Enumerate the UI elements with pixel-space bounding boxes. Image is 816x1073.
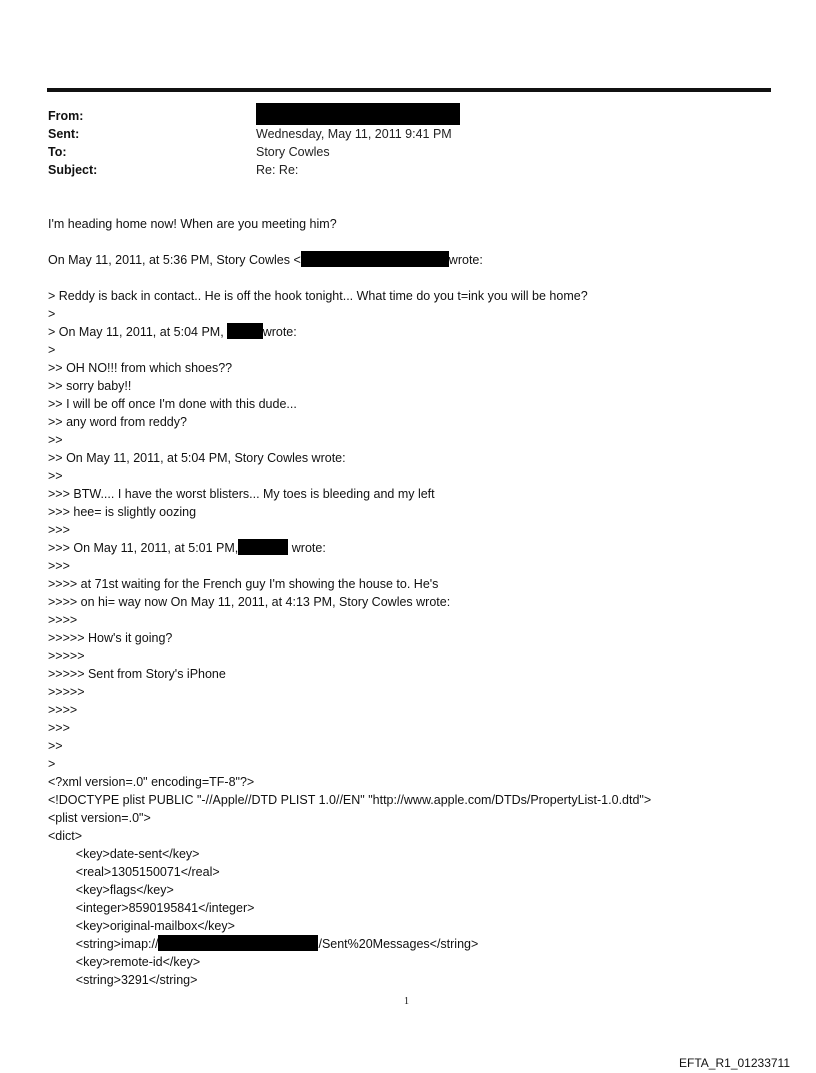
body-line: >>>>> How's it going?: [48, 631, 173, 645]
body-line: <integer>8590195841</integer>: [48, 901, 255, 915]
body-line: <key>date-sent</key>: [48, 847, 200, 861]
body-line: <string>imap:// /Sent%20Messages</string>: [48, 937, 479, 951]
body-line: >>> BTW.... I have the worst blisters... My toes is bleeding and my left: [48, 487, 435, 501]
document-id: EFTA_R1_01233711: [679, 1056, 790, 1070]
to-value: Story Cowles: [256, 145, 330, 159]
body-line: >> sorry baby!!: [48, 379, 132, 393]
body-line: <plist version=.0">: [48, 811, 151, 825]
body-line: >>>> on hi= way now On May 11, 2011, at 4:13 PM, Story Cowles wrote:: [48, 595, 451, 609]
page-number: 1: [404, 996, 409, 1007]
body-line: >>>>: [48, 613, 78, 627]
body-line: >: [48, 307, 56, 321]
to-label: To:: [48, 145, 67, 159]
body-line: <key>flags</key>: [48, 883, 174, 897]
body-line: >>>>: [48, 703, 78, 717]
body-line: >>> hee= is slightly oozing: [48, 505, 197, 519]
redaction: [227, 323, 263, 339]
body-line: <key>remote-id</key>: [48, 955, 201, 969]
body-line: >> OH NO!!! from which shoes??: [48, 361, 233, 375]
subject-value: Re: Re:: [256, 163, 299, 177]
body-line: <key>original-mailbox</key>: [48, 919, 235, 933]
redaction: [238, 539, 288, 555]
header-rule: [47, 88, 771, 92]
body-line: >>> On May 11, 2011, at 5:01 PM, wrote:: [48, 541, 326, 555]
body-line: >>>>>: [48, 685, 85, 699]
body-line: >: [48, 757, 56, 771]
body-line: > On May 11, 2011, at 5:04 PM, wrote:: [48, 325, 297, 339]
body-line: >: [48, 343, 56, 357]
from-label: From:: [48, 109, 84, 123]
body-line: <dict>: [48, 829, 83, 843]
body-line: >>: [48, 469, 63, 483]
redaction: [301, 251, 449, 267]
subject-label: Subject:: [48, 163, 98, 177]
body-line: >> On May 11, 2011, at 5:04 PM, Story Cowles wrote:: [48, 451, 346, 465]
body-line: On May 11, 2011, at 5:36 PM, Story Cowles < wrote:: [48, 253, 483, 267]
from-value-redacted: [256, 103, 460, 127]
sent-value: Wednesday, May 11, 2011 9:41 PM: [256, 127, 452, 141]
body-line: >>: [48, 739, 63, 753]
body-line: <!DOCTYPE plist PUBLIC "-//Apple//DTD PLIST 1.0//EN" "http://www.apple.com/DTDs/PropertyList-1.0.dtd">: [48, 793, 652, 807]
body-line: >>>: [48, 721, 70, 735]
body-line: <string>3291</string>: [48, 973, 198, 987]
body-line: I'm heading home now! When are you meeting him?: [48, 217, 337, 231]
body-line: > Reddy is back in contact.. He is off the hook tonight... What time do you t=ink you will be home?: [48, 289, 588, 303]
body-line: >>>>>: [48, 649, 85, 663]
body-line: >>>: [48, 523, 70, 537]
body-line: <?xml version=.0" encoding=TF-8"?>: [48, 775, 255, 789]
body-line: >>: [48, 433, 63, 447]
body-line: >> I will be off once I'm done with this dude...: [48, 397, 297, 411]
body-line: >>>: [48, 559, 70, 573]
body-line: >>>>> Sent from Story's iPhone: [48, 667, 226, 681]
sent-label: Sent:: [48, 127, 80, 141]
redaction: [158, 935, 318, 951]
body-line: <real>1305150071</real>: [48, 865, 220, 879]
body-line: >> any word from reddy?: [48, 415, 187, 429]
body-line: >>>> at 71st waiting for the French guy I'm showing the house to. He's: [48, 577, 439, 591]
